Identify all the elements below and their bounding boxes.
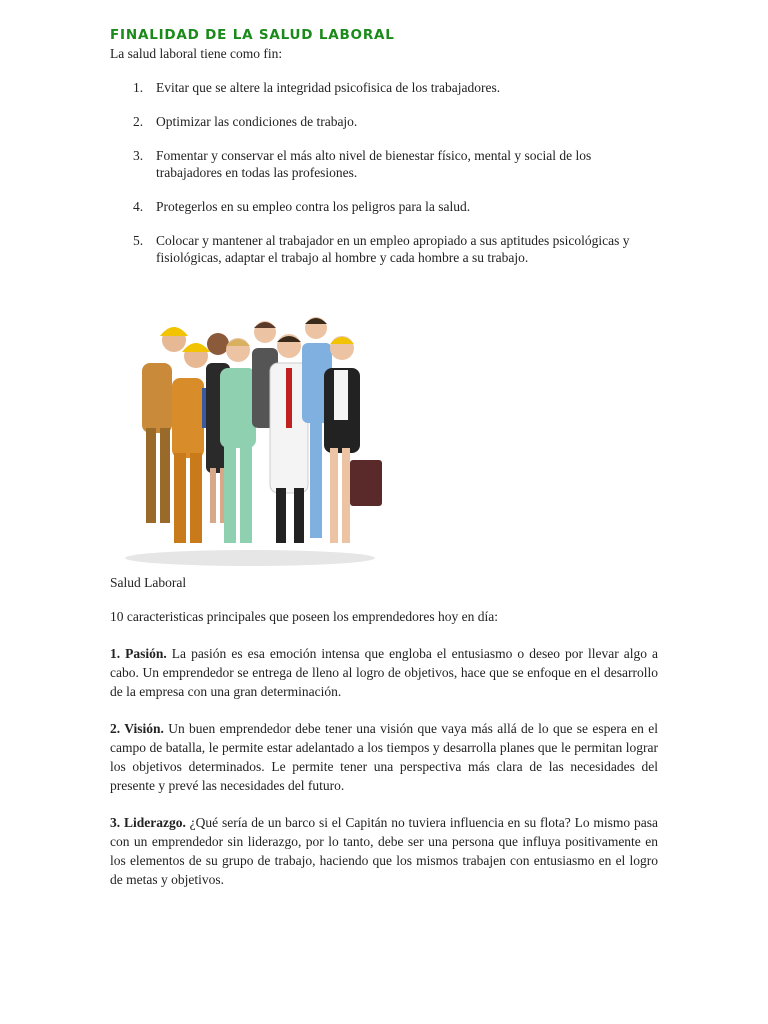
list-item	[110, 113, 658, 130]
list-item-number: 3.	[133, 148, 144, 163]
list-item-number: 2.	[133, 114, 144, 129]
section-heading: FINALIDAD DE LA SALUD LABORAL	[110, 27, 395, 43]
list-item	[110, 79, 658, 96]
image-caption: Salud Laboral	[110, 575, 187, 590]
list-item	[110, 147, 658, 181]
trait-text: Un buen emprendedor debe tener una visión que vaya más allá de lo que se espera en el campo de batalla, le permite estar adelantado a los tiempos y desarrolla planes que le permitan lograr los objetivos determinados. Le permite tener una perspectiva más clara de las necesidades del presente y prevé las necesidades del futuro.	[110, 721, 658, 793]
list-item-text: Colocar y mantener al trabajador en un empleo apropiado a sus aptitudes psicológicas y fisiológicas, adaptar el trabajo al hombre y cada hombre a su trabajo.	[156, 233, 630, 265]
list-item-text: Evitar que se altere la integridad psicofisica de los trabajadores.	[156, 80, 501, 95]
trait-text: ¿Qué sería de un barco si el Capitán no tuviera influencia en su flota? Lo mismo pasa con un emprendedor sin liderazgo, por lo tanto, debe ser una persona que influya positivamente en los elementos de su grupo de trabajo, haciendo que los mismos trabajen con entusiasmo en el logro de metas y objetivos.	[110, 815, 658, 887]
list-item-text: Protegerlos en su empleo contra los peligros para la salud.	[156, 199, 471, 214]
goals-list	[110, 79, 658, 266]
document-page	[110, 26, 658, 283]
trait-paragraph	[110, 644, 658, 701]
trait-label: 1. Pasión.	[110, 646, 167, 661]
trait-label: 3. Liderazgo.	[110, 815, 186, 830]
list-item-number: 4.	[133, 199, 144, 214]
list-item-number: 5.	[133, 233, 144, 248]
list-item	[110, 198, 658, 215]
list-item-text: Fomentar y conservar el más alto nivel de bienestar físico, mental y social de los trabajadores en todas las profesiones.	[156, 148, 592, 180]
trait-text: La pasión es esa emoción intensa que engloba el entusiasmo o deseo por llevar algo a cabo. Un emprendedor se entrega de lleno al logro de objetivos, hace que se enfoque en el desarrollo de la empresa con una gran determinación.	[110, 646, 658, 699]
trait-paragraph	[110, 813, 658, 889]
workers-group-photo	[110, 308, 390, 570]
trait-label: 2. Visión.	[110, 721, 164, 736]
list-item-number: 1.	[133, 80, 144, 95]
subtitle-text: 10 caracteristicas principales que poseen los emprendedores hoy en día:	[110, 609, 498, 624]
list-item	[110, 232, 658, 266]
trait-paragraph	[110, 719, 658, 795]
intro-text: La salud laboral tiene como fin:	[110, 46, 283, 61]
list-item-text: Optimizar las condiciones de trabajo.	[156, 114, 358, 129]
